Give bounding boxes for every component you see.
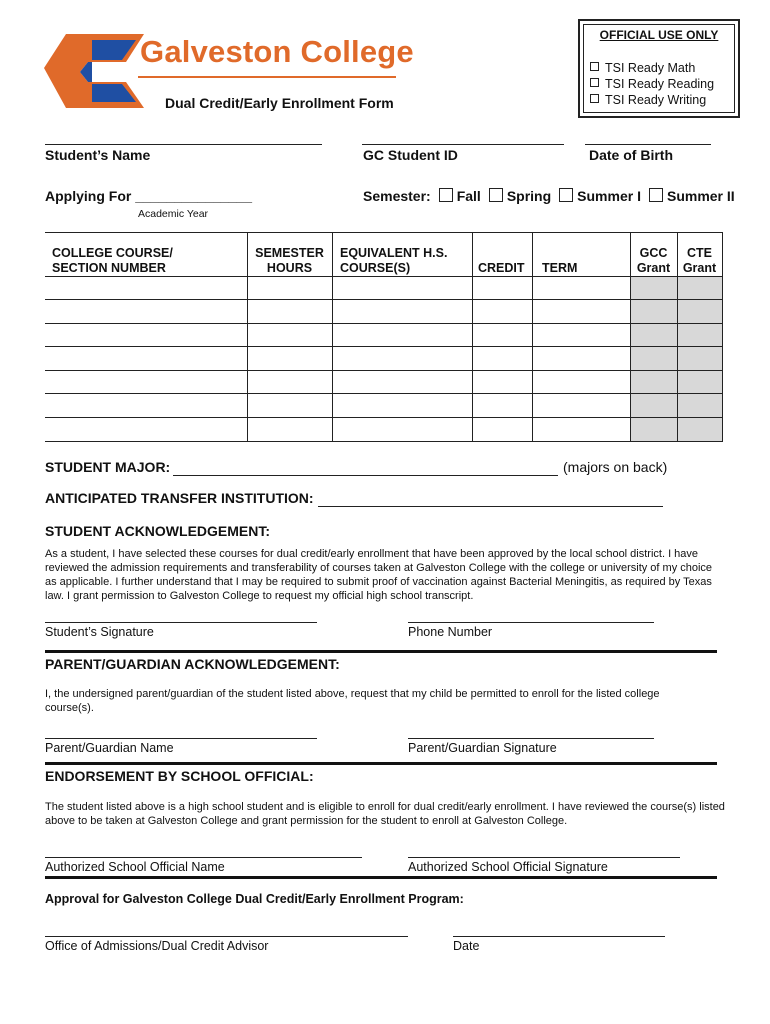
majors-on-back-note: (majors on back) xyxy=(563,459,668,475)
tsi-math-item[interactable] xyxy=(590,61,695,75)
table-top-border xyxy=(45,232,723,233)
header-gcc-grant xyxy=(630,246,677,276)
table-row-line xyxy=(45,393,723,394)
header-college-course-line2: SECTION NUMBER xyxy=(52,261,166,275)
tsi-reading-label: TSI Ready Reading xyxy=(605,77,715,91)
advisor-label: Office of Admissions/Dual Credit Advisor xyxy=(45,939,269,953)
student-major-row xyxy=(45,459,668,475)
course-table xyxy=(45,232,723,442)
semester-group xyxy=(363,188,735,204)
academic-year-label: Academic Year xyxy=(138,208,209,220)
tsi-writing-checkbox[interactable] xyxy=(590,94,599,103)
logo-underline xyxy=(138,76,396,78)
tsi-writing-item[interactable] xyxy=(590,93,706,107)
tsi-reading-checkbox[interactable] xyxy=(590,78,599,87)
transfer-input-line[interactable] xyxy=(318,506,663,507)
header-cte-line2: Grant xyxy=(682,261,717,275)
parent-signature-label: Parent/Guardian Signature xyxy=(408,741,557,755)
date-label: Date xyxy=(453,939,480,953)
header-semester-hours-line2: HOURS xyxy=(266,261,313,275)
student-ack-heading: STUDENT ACKNOWLEDGEMENT: xyxy=(45,523,271,539)
spring-label: Spring xyxy=(506,188,552,204)
approval-heading: Approval for Galveston College Dual Credit/Early Enrollment Program: xyxy=(45,892,464,906)
header-equivalent-line2: COURSE(S) xyxy=(340,261,411,275)
fall-label: Fall xyxy=(456,188,481,204)
official-signature-line[interactable] xyxy=(408,857,680,858)
tsi-math-checkbox[interactable] xyxy=(590,62,599,71)
table-col-line xyxy=(472,232,473,442)
header-semester-hours xyxy=(247,246,332,276)
parent-ack-text: I, the undersigned parent/guardian of the student listed above, request that my child be permitted to enroll for the listed college course(s). xyxy=(45,688,660,714)
logo-wordmark: Galveston College xyxy=(140,34,414,69)
endorsement-heading: ENDORSEMENT BY SCHOOL OFFICIAL: xyxy=(45,768,314,784)
applying-for-field[interactable]: Applying For _______________ xyxy=(45,188,253,204)
student-signature-line[interactable] xyxy=(45,622,317,623)
official-name-label: Authorized School Official Name xyxy=(45,860,225,874)
summer-ii-label: Summer II xyxy=(666,188,735,204)
official-use-title: OFFICIAL USE ONLY xyxy=(599,28,719,42)
section-divider xyxy=(45,762,717,765)
table-row-line xyxy=(45,276,723,277)
student-major-input-line[interactable] xyxy=(173,475,558,476)
header-cte-line1: CTE xyxy=(687,246,712,260)
student-ack-text: As a student, I have selected these courses for dual credit/early enrollment that have been approved by the local school district. I have reviewed the admission requirements and transferability of courses taken at Galveston College with the college or university of my choice as applicable. I further understand that I may be required to submit proof of vaccination against Bacterial Meningitis, as required by Texas law. I grant permission to Galveston College to request my official high school transcript. xyxy=(45,548,713,602)
tsi-writing-label: TSI Ready Writing xyxy=(605,93,707,107)
form-title: Dual Credit/Early Enrollment Form xyxy=(165,95,394,111)
tsi-math-label: TSI Ready Math xyxy=(605,61,696,75)
parent-name-line[interactable] xyxy=(45,738,317,739)
table-row-line xyxy=(45,299,723,300)
parent-signature-line[interactable] xyxy=(408,738,654,739)
header-equivalent-course xyxy=(340,246,447,276)
table-row-line xyxy=(45,346,723,347)
spring-checkbox[interactable] xyxy=(489,188,503,202)
student-name-line[interactable] xyxy=(45,144,322,145)
student-signature-label: Student’s Signature xyxy=(45,625,154,639)
header-credit: CREDIT xyxy=(478,261,525,275)
header-gcc-line1: GCC xyxy=(639,246,668,260)
gc-student-id-line[interactable] xyxy=(362,144,564,145)
summer-ii-checkbox[interactable] xyxy=(649,188,663,202)
section-divider xyxy=(45,876,717,879)
table-row-line xyxy=(45,323,723,324)
header-semester-hours-line1: SEMESTER xyxy=(255,246,324,260)
header-term: TERM xyxy=(542,261,578,275)
transfer-label: ANTICIPATED TRANSFER INSTITUTION: xyxy=(45,490,314,506)
header-cte-grant xyxy=(677,246,722,276)
summer-i-checkbox[interactable] xyxy=(559,188,573,202)
date-of-birth-label: Date of Birth xyxy=(589,147,673,163)
tsi-reading-item[interactable] xyxy=(590,77,714,91)
summer-i-label: Summer I xyxy=(577,188,641,204)
official-name-line[interactable] xyxy=(45,857,362,858)
date-line[interactable] xyxy=(453,936,665,937)
parent-ack-heading: PARENT/GUARDIAN ACKNOWLEDGEMENT: xyxy=(45,656,340,672)
student-name-label: Student’s Name xyxy=(45,147,151,163)
table-col-line xyxy=(532,232,533,442)
header-equivalent-line1: EQUIVALENT H.S. xyxy=(340,246,448,260)
date-of-birth-line[interactable] xyxy=(585,144,711,145)
gc-student-id-label: GC Student ID xyxy=(363,147,458,163)
student-major-label: STUDENT MAJOR: xyxy=(45,459,171,475)
official-signature-label: Authorized School Official Signature xyxy=(408,860,608,874)
table-bottom-border xyxy=(45,441,723,442)
parent-name-label: Parent/Guardian Name xyxy=(45,741,174,755)
header-gcc-line2: Grant xyxy=(636,261,671,275)
official-use-box xyxy=(578,19,740,118)
galveston-college-logo-mark xyxy=(44,34,144,108)
phone-number-line[interactable] xyxy=(408,622,654,623)
table-col-line xyxy=(722,232,723,442)
section-divider xyxy=(45,650,717,653)
phone-number-label: Phone Number xyxy=(408,625,493,639)
header-college-course-line1: COLLEGE COURSE/ xyxy=(52,246,173,260)
semester-label: Semester: xyxy=(363,188,431,204)
advisor-line[interactable] xyxy=(45,936,408,937)
table-col-line xyxy=(332,232,333,442)
header-college-course xyxy=(52,246,173,276)
fall-checkbox[interactable] xyxy=(439,188,453,202)
table-row-line xyxy=(45,370,723,371)
endorsement-text: The student listed above is a high school student and is eligible to enroll for dual credit/early enrollment. I have reviewed the course(s) listed above to be taken at Galveston College and grant permission for the student to enroll at Galveston College. xyxy=(45,801,725,827)
transfer-row xyxy=(45,490,314,506)
table-row-line xyxy=(45,417,723,418)
